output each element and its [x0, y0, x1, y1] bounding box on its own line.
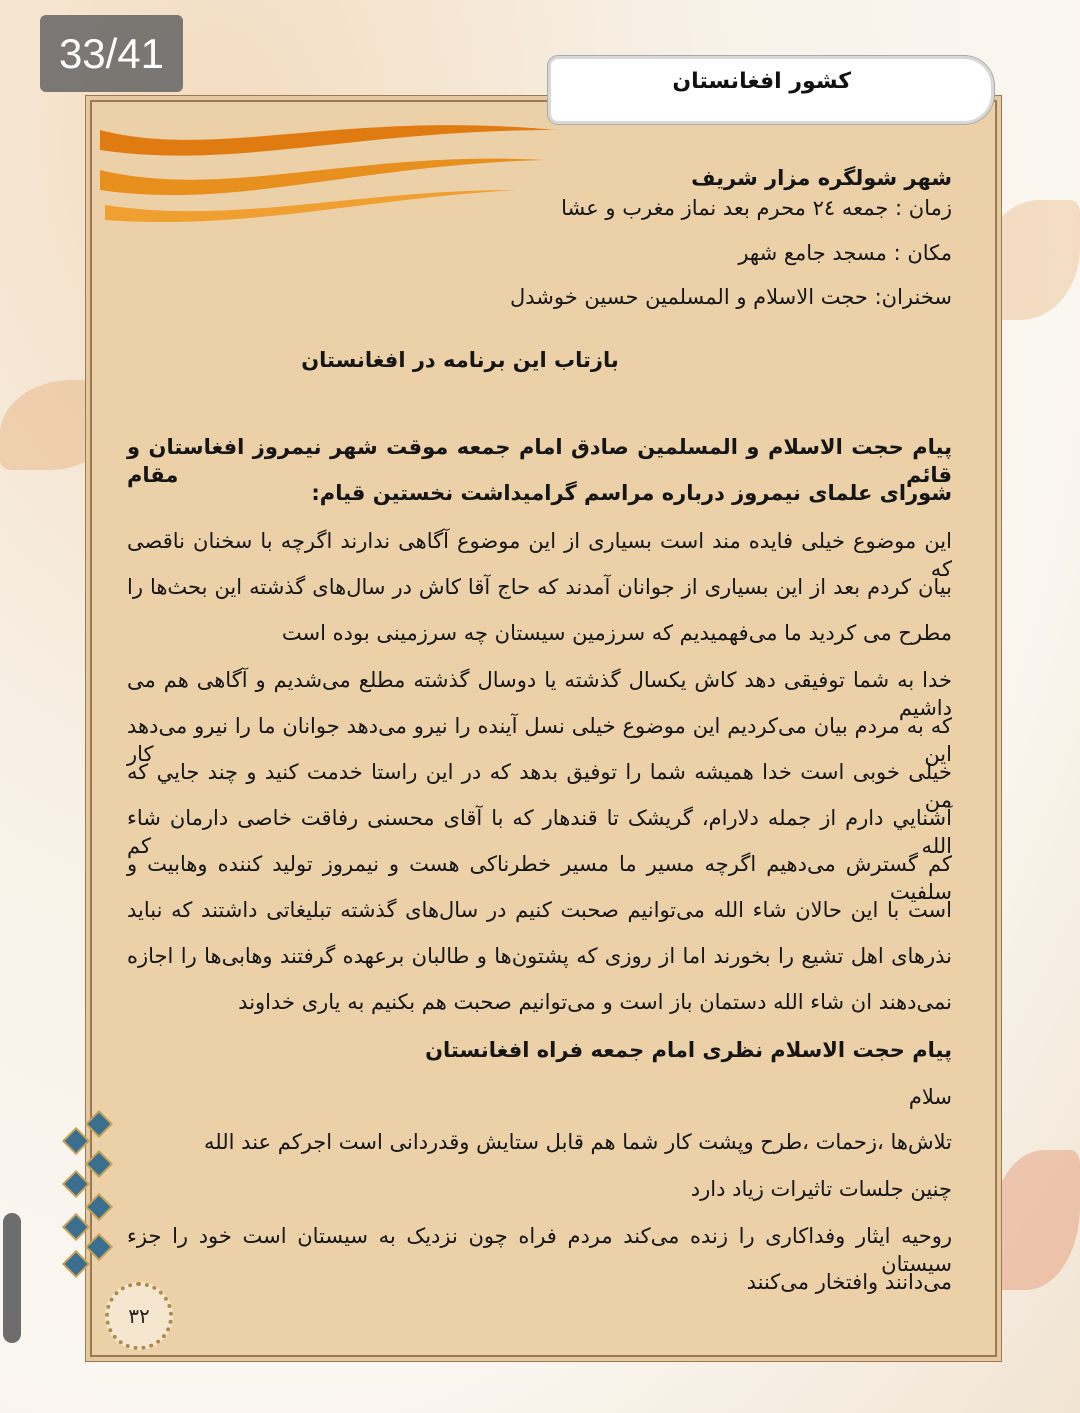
scrollbar-thumb[interactable] [3, 1213, 21, 1343]
text-line: نذرهای اهل تشیع را بخورند اما از روزی که پشتون‌ها و طالبان برعهده گرفتند وهابی‌ها را اجازه [127, 944, 952, 968]
text-line: تلاش‌ها ،زحمات ،طرح وپشت کار شما هم قابل ستایش وقدردانی است اجرکم عند الله [204, 1130, 952, 1154]
text-line: است با این حالان شاء الله می‌توانیم صحبت کنیم در سال‌های گذشته تبلیغاتی داشتند که نباید [127, 898, 952, 922]
chapter-title: کشور افغانستان [672, 69, 851, 94]
text-line: کم گسترش می‌دهیم اگرچه مسیر ما مسیر خطرناکی هست و نیمروز تولید کننده وهابیت و سلفیت [127, 852, 952, 904]
orange-swoosh-decoration [95, 110, 565, 230]
text-line: نمی‌دهند ان شاء الله دستمان باز است و می‌توانیم صحبت هم بکنیم به یاری خداوند [238, 990, 952, 1014]
text-line: خدا به شما توفیقی دهد کاش یکسال گذشته یا دوسال گذشته مطلع می‌شدیم و آگاهی هم می داشیم [127, 668, 952, 720]
text-line: بیان کردم بعد از این بسیاری از جوانان آمدند که حاج آقا کاش در سال‌های گذشته این بحث‌ها را [127, 575, 952, 599]
text-line: شهر شولگره مزار شریف [691, 166, 952, 190]
text-line: می‌دانند وافتخار می‌کنند [746, 1270, 952, 1294]
text-line: زمان : جمعه ۲٤ محرم بعد نماز مغرب و عشا [561, 196, 952, 220]
text-line: مکان : مسجد جامع شهر [738, 241, 952, 265]
text-line: سلام [908, 1085, 952, 1109]
text-line: چنین جلسات تاثیرات زیاد دارد [690, 1177, 952, 1201]
text-line: سخنران: حجت الاسلام و المسلمین حسین خوشدل [510, 285, 952, 309]
text-line: مطرح می کردید ما می‌فهمیدیم که سرزمین سیستان چه سرزمینی بوده است [281, 621, 952, 645]
page-number: ۳۲ [105, 1282, 173, 1350]
decorative-leaf [990, 1150, 1080, 1290]
text-line: روحیه ایثار وفداکاری را زنده می‌کند مردم فراه چون نزدیک به سیستان است خود را جزء سیستان [127, 1224, 952, 1276]
text-line: که به مردم بیان می‌کردیم این موضوع خیلی نسل آینده را نیرو می‌دهد جوانان ما را نیرو می‌دهد این کار [127, 714, 952, 766]
text-line: پیام حجت الاسلام و المسلمین صادق امام جمعه موقت شهر نیمروز افغاستان و قائم مقام [127, 435, 952, 487]
text-line: آشنايي دارم از جمله دلارام، گریشک تا قندهار که با آقای محسنی رفاقت خاصی دارمان شاء الله کم [127, 806, 952, 858]
text-line: بازتاب این برنامه در افغانستان [301, 348, 619, 372]
ornament-diamonds [55, 1110, 125, 1280]
text-line: پیام حجت الاسلام نظری امام جمعه فراه افغانستان [425, 1038, 952, 1062]
text-line: خیلی خوبی است خدا همیشه شما را توفیق بدهد که در این راستا خدمت کنید و چند جایي که من [127, 760, 952, 812]
text-line: شورای علمای نیمروز درباره مراسم گرامیداشت نخستین قیام: [311, 481, 952, 505]
chapter-title-tab [548, 56, 994, 124]
text-line: این موضوع خیلی فایده مند است بسیاری از این موضوع آگاهی ندارند اگرچه با سخنان ناقصی که [127, 529, 952, 581]
page-frame [90, 100, 997, 1357]
page-counter: 33/41 [40, 15, 183, 92]
